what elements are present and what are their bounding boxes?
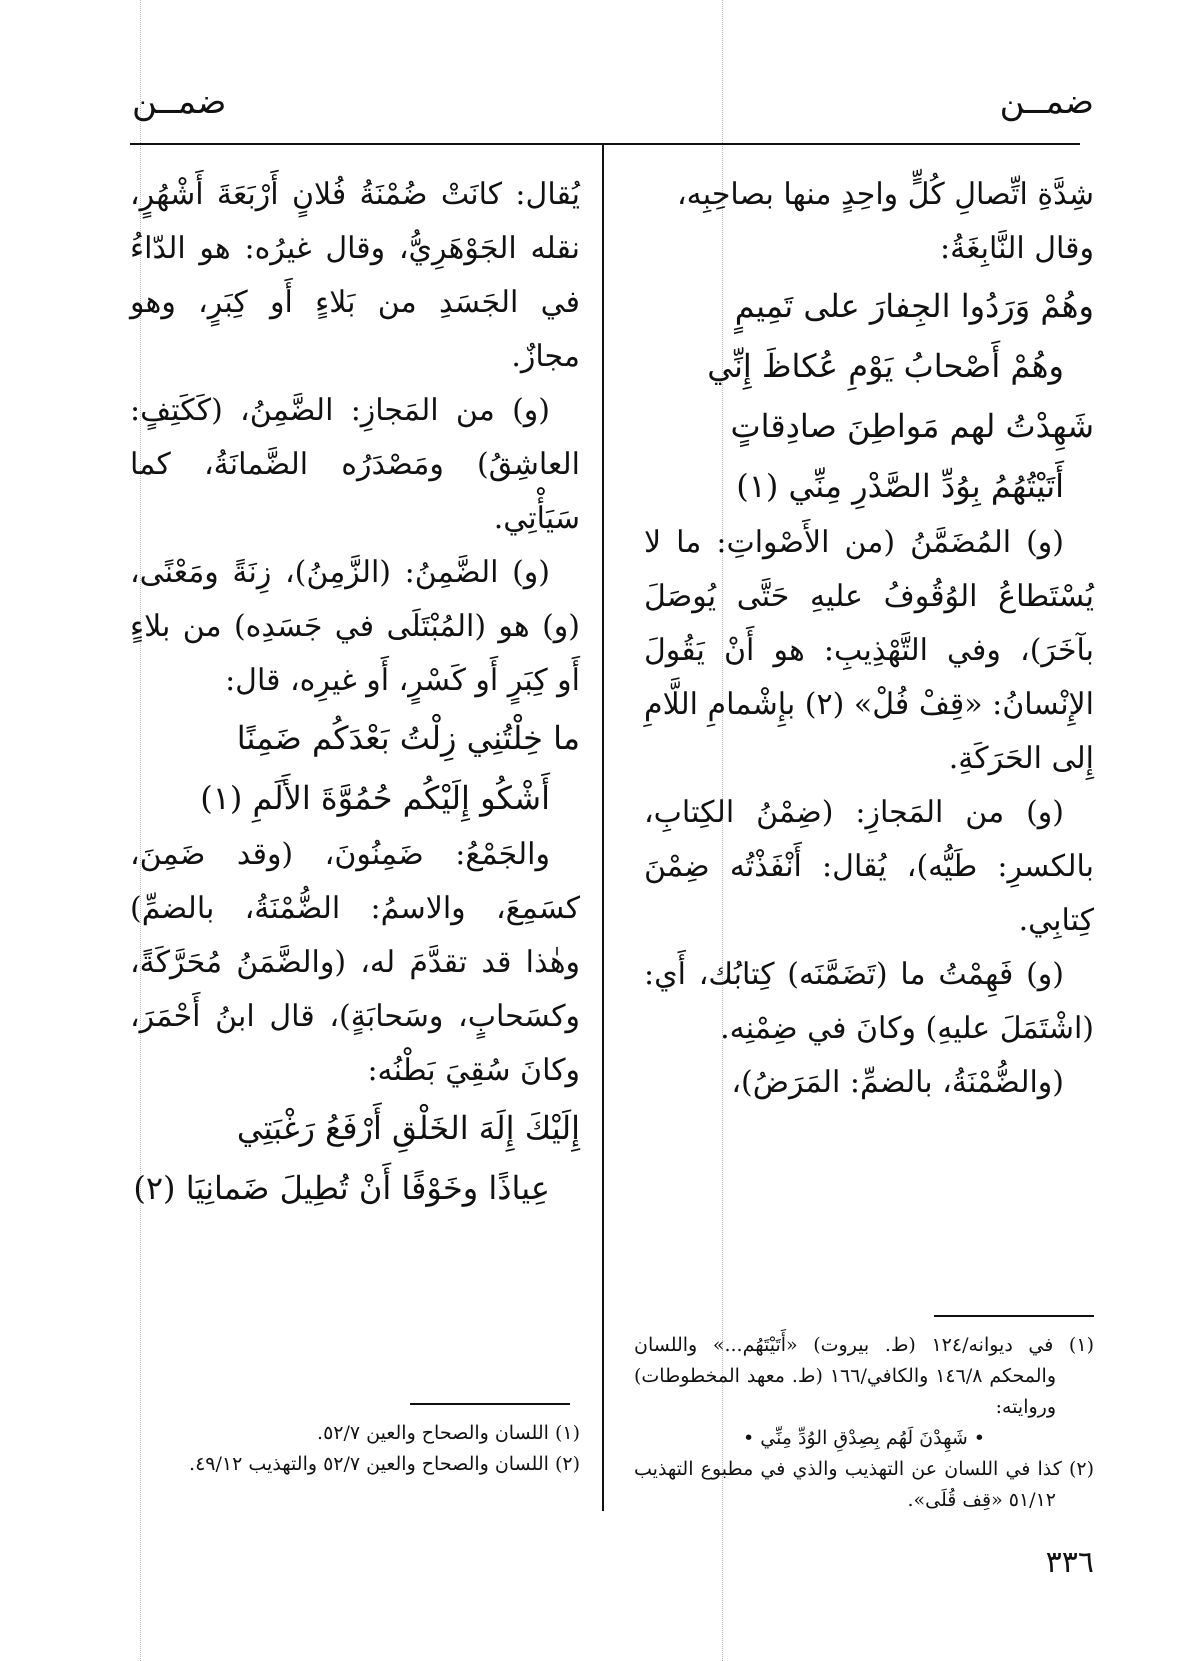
verse-line: وهُمْ وَرَدُوا الجِفارَ على تَمِيمٍ xyxy=(734,287,1094,325)
footnote-rule-right xyxy=(934,1315,1094,1317)
footnote-rule-left xyxy=(410,1403,570,1405)
paragraph: (و) من المَجازِ: (ضِمْنُ الكِتابِ، بالكسرِ: طَيُّه)، يُقال: أَنْفَذْتُه ضِمْنَ كِتابِي. xyxy=(644,795,1094,938)
running-header-left: ضمــن xyxy=(132,82,227,122)
verse-line: أَشْكُو إِلَيْكُم حُمُوَّةَ الأَلَمِ (١) xyxy=(200,779,550,817)
verse-line: عِياذًا وخَوْفًا أَنْ تُطِيلَ ضَمانِيَا (٢) xyxy=(133,1169,550,1207)
column-divider xyxy=(602,145,604,1511)
verse-line: وهُمْ أَصْحابُ يَوْمِ عُكاظَ إِنِّي xyxy=(707,347,1064,385)
verse-line: ما خِلْتُنِي زِلْتُ بَعْدَكُم ضَمِنًا xyxy=(236,719,580,757)
paragraph: (و) الضَّمِنُ: (الزَّمِنُ)، زِنَةً ومَعْنًى، (و) هو (المُبْتَلَى في جَسَدِه) من بلاءٍ أَو كِبَرٍ أَو كَسْرٍ، أَو غيرِه، قال: xyxy=(130,555,580,698)
paragraph: يُقال: كانَتْ ضُمْنَةُ فُلانٍ أَرْبَعَةَ أَشْهُرٍ، نقله الجَوْهَرِيُّ، وقال غيرُه: هو الدّاءُ في الجَسَدِ من بَلاءٍ أَو كِبَرٍ، وهو مجازٌ. xyxy=(130,177,580,374)
paragraph: والجَمْعُ: ضَمِنُونَ، (وقد ضَمِنَ، كسَمِعَ، والاسمُ: الضُّمْنَةُ، بالضمِّ) وهٰذا قد تقدَّمَ له، (والضَّمَنُ مُحَرَّكَةً، وكسَحابٍ، وسَحابَةٍ)، قال ابنُ أَحْمَرَ، وكانَ سُقِيَ بَطْنُه: xyxy=(130,837,580,1088)
verse-line: شَهِدْتُ لهم مَواطِنَ صادِقاتٍ xyxy=(730,407,1094,445)
footnotes-right xyxy=(634,1330,1094,1516)
footnote: (٢) اللسان والصحاح والعين ٥٢/٧ والتهذيب ٤٩/١٢. xyxy=(189,1453,580,1475)
footnote-quote: • شَهِدْنَ لَهُم بِصِدْقِ الوُدِّ مِنِّي • xyxy=(742,1427,986,1449)
header-rule xyxy=(130,143,1080,145)
paragraph: (و) المُضَمَّنُ (من الأَصْواتِ: ما لا يُسْتَطاعُ الوُقُوفُ عليهِ حَتَّى يُوصَلَ بآخَرَ)، وفي التَّهْذِيبِ: هو أَنْ يَقُولَ الإِنْسانُ: «قِفْ فُلْ» (٢) بإِشْمامِ اللَّامِ إِلى الحَرَكَةِ. xyxy=(644,525,1094,776)
footnote: (١) في ديوانه/١٢٤ (ط. بيروت) «أَتَيْتَهُم...» واللسان والمحكم ١٤٦/٨ والكافي/١٦٦ (ط. معهد المخطوطات) وروايته: xyxy=(634,1334,1094,1418)
verse-line: إِلَيْكَ إِلَهَ الخَلْقِ أَرْفَعُ رَغْبَتِي xyxy=(236,1109,580,1147)
footnote: (٢) كذا في اللسان عن التهذيب والذي في مطبوع التهذيب ٥١/١٢ «قِف قُلَى». xyxy=(634,1458,1094,1511)
running-header-right: ضمــن xyxy=(999,82,1094,122)
verse-line: أَتَيْتُهُمُ بِوُدِّ الصَّدْرِ مِنِّي (١) xyxy=(736,467,1064,505)
footnotes-left xyxy=(130,1418,580,1480)
footnote: (١) اللسان والصحاح والعين ٥٢/٧. xyxy=(317,1422,580,1444)
paragraph: (والضُّمْنَةُ، بالضمِّ: المَرَضُ)، xyxy=(731,1065,1064,1100)
paragraph: (و) فَهِمْتُ ما (تَضَمَّنَه) كِتابُك، أَي: (اشْتَمَلَ عليهِ) وكانَ في ضِمْنِه. xyxy=(644,957,1094,1046)
page-number: ٣٣٦ xyxy=(1045,1545,1094,1580)
right-column xyxy=(644,168,1094,1110)
text-line: وقال النَّابِغَةُ: xyxy=(940,231,1094,266)
paragraph: (و) من المَجازِ: الضَّمِنُ، (كَكَتِفٍ: العاشِقُ) ومَصْدَرُه الضَّمانَةُ، كما سَيَأْتِي. xyxy=(130,393,580,536)
left-column xyxy=(130,168,580,1218)
text-line: شِدَّةِ اتِّصالِ كُلٍّ واحِدٍ منها بصاحِبِه، xyxy=(677,177,1094,212)
